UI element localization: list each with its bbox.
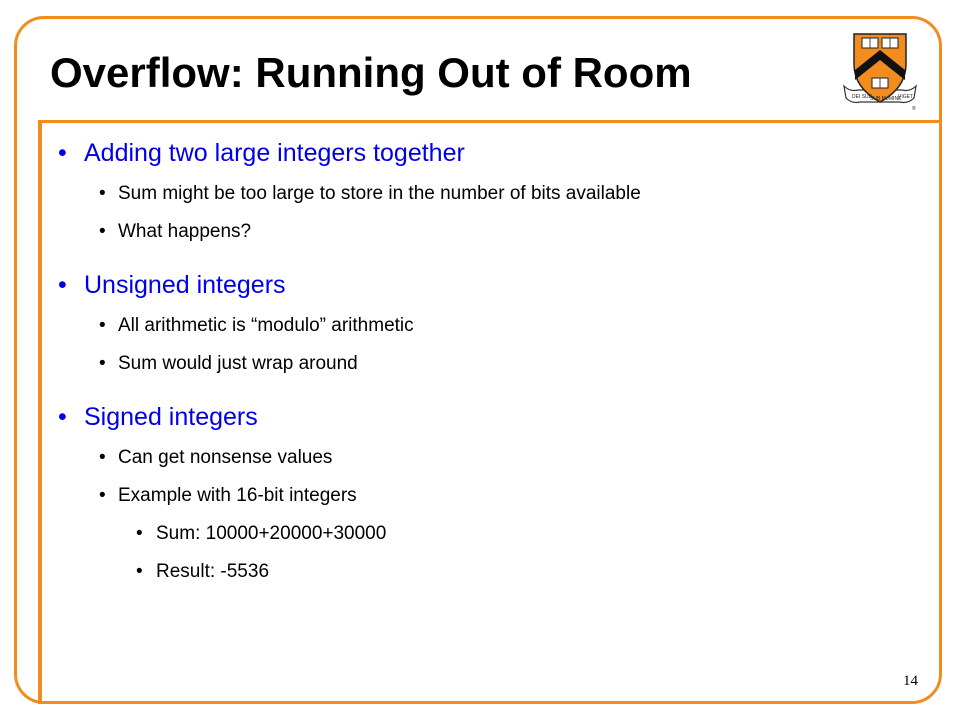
bullet-text: Can get nonsense values (118, 447, 333, 468)
logo-motto-left: DEI SUB (852, 94, 873, 100)
slide-title: Overflow: Running Out of Room (50, 49, 692, 96)
bullet-marker: • (58, 403, 67, 431)
bullet-marker: • (136, 523, 143, 544)
title-divider (38, 120, 942, 123)
bullet-marker: • (99, 353, 106, 374)
page-number: 14 (903, 673, 918, 689)
bullet-level3 (58, 560, 918, 584)
bullet-text: Result: -5536 (156, 561, 270, 582)
svg-text:®: ® (912, 106, 916, 112)
bullet-level2 (58, 446, 918, 470)
bullet-text: Sum would just wrap around (118, 353, 358, 374)
bullet-text: Sum might be too large to store in the number of bits available (118, 183, 641, 204)
bullet-marker: • (99, 315, 106, 336)
bullet-list (58, 138, 918, 584)
princeton-shield-logo (840, 30, 920, 114)
bullet-marker: • (99, 183, 106, 204)
logo-motto-middle: SUB NUMINE (870, 96, 902, 102)
bullet-marker: • (58, 139, 67, 167)
bullet-text: Adding two large integers together (84, 139, 465, 167)
bullet-text: All arithmetic is “modulo” arithmetic (118, 315, 414, 336)
bullet-text: Signed integers (84, 403, 258, 431)
bullet-level2 (58, 220, 918, 244)
bullet-text: Example with 16-bit integers (118, 485, 357, 506)
bullet-level1 (58, 270, 918, 300)
bullet-level1 (58, 138, 918, 168)
bullet-level2 (58, 182, 918, 206)
left-divider (38, 120, 42, 704)
bullet-marker: • (99, 485, 106, 506)
bullet-marker: • (58, 271, 67, 299)
bullet-level2 (58, 352, 918, 376)
bullet-text: What happens? (118, 221, 252, 242)
bullet-marker: • (136, 561, 143, 582)
bullet-level3 (58, 522, 918, 546)
bullet-level1 (58, 402, 918, 432)
bullet-text: Sum: 10000+20000+30000 (156, 523, 387, 544)
bullet-level2 (58, 484, 918, 508)
bullet-marker: • (99, 447, 106, 468)
bullet-marker: • (99, 221, 106, 242)
bullet-level2 (58, 314, 918, 338)
logo-motto-right: VIGET (898, 94, 914, 100)
bullet-text: Unsigned integers (84, 271, 286, 299)
